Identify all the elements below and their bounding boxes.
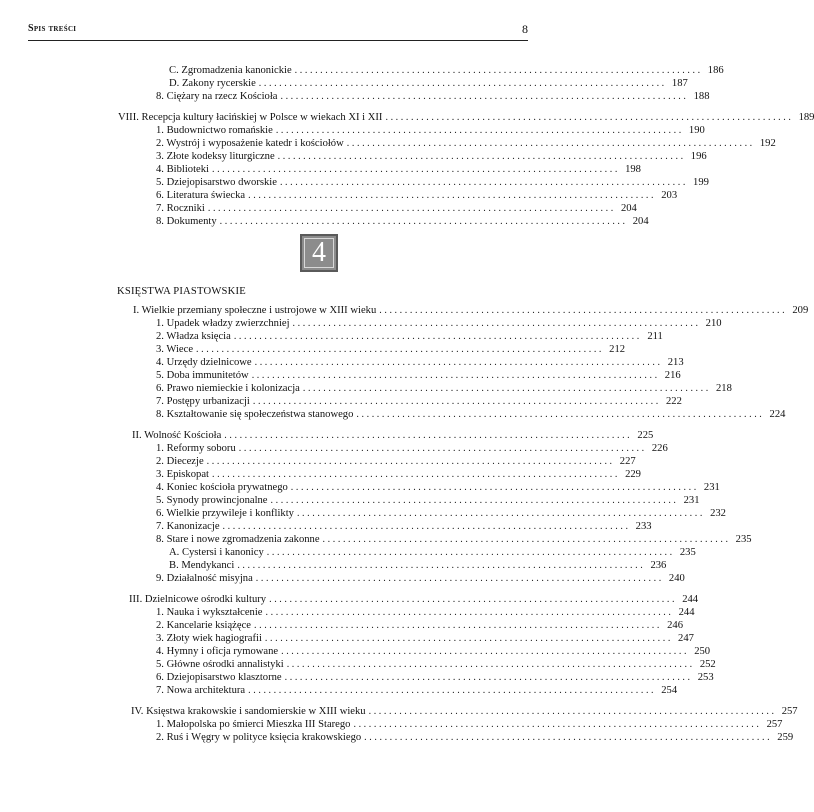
leader-dots: ................................................................................ (364, 732, 773, 743)
toc-entry-page: 254 (661, 685, 678, 696)
toc-entry-title: A. Cystersi i kanonicy (169, 547, 264, 558)
toc-entry (156, 317, 722, 330)
toc-entry-page: 227 (619, 456, 636, 467)
toc-entry-title: 6. Prawo niemieckie i kolonizacja (156, 383, 300, 394)
toc-entry-page: 226 (651, 443, 668, 454)
toc-entry (156, 369, 681, 382)
leader-dots: ................................................................................ (270, 495, 679, 506)
toc-entry (156, 494, 700, 507)
toc-entry-page: 233 (635, 521, 652, 532)
toc-entry-title: 2. Władza księcia (156, 331, 231, 342)
toc-entry-page: 236 (650, 560, 667, 571)
toc-entry-title: 1. Małopolska po śmierci Mieszka III Starego (156, 719, 351, 730)
toc-entry-title: 6. Dziejopisarstwo klasztorne (156, 672, 282, 683)
toc-entry-title: 5. Synody prowincjonalne (156, 495, 268, 506)
toc-entry-title: B. Mendykanci (169, 560, 235, 571)
leader-dots: ................................................................................ (254, 357, 663, 368)
toc-entry-title: 6. Literatura świecka (156, 190, 246, 201)
leader-dots: ................................................................................ (265, 607, 674, 618)
toc-entry-page: 203 (661, 190, 678, 201)
toc-entry (156, 408, 786, 421)
toc-entry-title: 7. Kanonizacje (156, 521, 220, 532)
leader-dots: ................................................................................ (294, 65, 703, 76)
toc-entry (156, 382, 732, 395)
toc-entry (156, 718, 783, 731)
toc-entry (156, 124, 705, 137)
toc-entry (156, 606, 695, 619)
toc-entry-page: 250 (694, 646, 711, 657)
leader-dots: ................................................................................ (238, 443, 647, 454)
leader-dots: ................................................................................ (222, 521, 631, 532)
toc-entry-title: 4. Urzędy dzielnicowe (156, 357, 252, 368)
toc-entry-title: 3. Episkopat (156, 469, 209, 480)
leader-dots: ................................................................................ (281, 646, 690, 657)
toc-entry (156, 356, 684, 369)
chapter-number: 4 (304, 238, 334, 268)
toc-entry (156, 520, 652, 533)
toc-entry-page: 231 (683, 495, 700, 506)
toc-entry-page: 246 (667, 620, 683, 631)
toc-entry-page: 212 (609, 344, 626, 355)
leader-dots: ................................................................................ (385, 112, 794, 123)
toc-entry (156, 731, 794, 744)
toc-entry (169, 559, 667, 572)
leader-dots: ................................................................................ (379, 305, 788, 316)
toc-entry-page: 232 (710, 508, 726, 519)
toc-entry-title: 8. Dokumenty (156, 216, 217, 227)
toc-entry-title: C. Zgromadzenia kanonickie (169, 65, 292, 76)
toc-entry-title: 8. Stare i nowe zgromadzenia zakonne (156, 534, 320, 545)
toc-entry-title: 4. Koniec kościoła prywatnego (156, 482, 288, 493)
toc-entry-title: 7. Nowa architektura (156, 685, 246, 696)
toc-entry-page: 257 (766, 719, 783, 730)
toc-entry-page: 257 (781, 706, 798, 717)
toc-entry-page: 187 (671, 78, 688, 89)
leader-dots: ................................................................................ (254, 620, 662, 631)
toc-entry-page: 204 (620, 203, 637, 214)
leader-dots: ................................................................................ (237, 560, 646, 571)
toc-entry (156, 455, 636, 468)
toc-entry (132, 429, 654, 442)
toc-entry-title: I. Wielkie przemiany społeczne i ustrojowe w XIII wieku (133, 305, 377, 316)
toc-entry-title: 2. Wystrój i wyposażenie katedr i kościołów (156, 138, 344, 149)
leader-dots: ................................................................................ (224, 430, 633, 441)
toc-entry-title: II. Wolność Kościoła (132, 430, 222, 441)
leader-dots: ................................................................................ (284, 672, 693, 683)
toc-entry-title: 5. Dziejopisarstwo dworskie (156, 177, 277, 188)
leader-dots: ................................................................................ (368, 706, 777, 717)
toc-entry (156, 202, 637, 215)
toc-entry (156, 658, 716, 671)
toc-entry (156, 533, 752, 546)
toc-entry-title: 2. Diecezje (156, 456, 204, 467)
toc-entry-title: IV. Księstwa krakowskie i sandomierskie w XIII wieku (131, 706, 366, 717)
toc-entry-title: 1. Upadek władzy zwierzchniej (156, 318, 290, 329)
toc-entry-page: 252 (699, 659, 716, 670)
leader-dots: ................................................................................ (356, 409, 765, 420)
toc-entry-title: 1. Reformy soboru (156, 443, 236, 454)
header-title: Spis treści (28, 23, 77, 34)
toc-entry-page: 247 (678, 633, 694, 644)
leader-dots: ................................................................................ (251, 370, 660, 381)
toc-entry (156, 671, 714, 684)
toc-entry-title: 4. Biblioteki (156, 164, 209, 175)
toc-entry-title: 7. Roczniki (156, 203, 205, 214)
toc-entry (169, 64, 724, 77)
toc-entry-page: 229 (625, 469, 641, 480)
toc-entry (156, 163, 641, 176)
toc-entry (156, 90, 710, 103)
toc-entry-title: III. Dzielnicowe ośrodki kultury (129, 594, 267, 605)
toc-entry-title: 1. Budownictwo romańskie (156, 125, 273, 136)
leader-dots: ................................................................................ (252, 396, 661, 407)
leader-dots: ................................................................................ (266, 547, 675, 558)
chapter-number-badge (300, 234, 338, 272)
part-title: KSIĘSTWA PIASTOWSKIE (117, 286, 246, 297)
leader-dots: ................................................................................ (290, 482, 699, 493)
toc-entry-page: 224 (769, 409, 786, 420)
leader-dots: ................................................................................ (280, 91, 689, 102)
leader-dots: ................................................................................ (248, 685, 657, 696)
leader-dots: ................................................................................ (292, 318, 701, 329)
toc-entry (131, 705, 798, 718)
toc-entry-title: 2. Ruś i Węgry w polityce księcia krakowskiego (156, 732, 362, 743)
toc-entry (156, 481, 720, 494)
toc-entry (156, 330, 663, 343)
toc-entry (129, 593, 699, 606)
toc-entry-page: 210 (705, 318, 722, 329)
toc-entry (169, 77, 688, 90)
toc-entry-page: 240 (668, 573, 685, 584)
leader-dots: ................................................................................ (302, 383, 711, 394)
toc-entry (156, 395, 682, 408)
leader-dots: ................................................................................ (233, 331, 642, 342)
toc-entry (156, 150, 707, 163)
toc-entry-page: 259 (777, 732, 794, 743)
toc-entry (156, 137, 776, 150)
toc-entry (156, 189, 678, 202)
leader-dots: ................................................................................ (258, 78, 667, 89)
leader-dots: ................................................................................ (322, 534, 731, 545)
toc-entry-title: 3. Wiece (156, 344, 194, 355)
page-number: 8 (522, 22, 528, 36)
toc-entry-page: 198 (625, 164, 641, 175)
leader-dots: ................................................................................ (346, 138, 755, 149)
toc-entry-page: 186 (707, 65, 724, 76)
toc-entry (133, 304, 809, 317)
toc-entry-page: 190 (688, 125, 705, 136)
toc-entry (156, 645, 711, 658)
toc-entry-title: 3. Złoty wiek hagiografii (156, 633, 262, 644)
toc-entry (156, 507, 726, 520)
toc-entry-title: 1. Nauka i wykształcenie (156, 607, 263, 618)
leader-dots: ................................................................................ (248, 190, 657, 201)
leader-dots: ................................................................................ (269, 594, 678, 605)
toc-entry (169, 546, 696, 559)
toc-entry-title: 6. Wielkie przywileje i konflikty (156, 508, 294, 519)
toc-entry-page: 235 (679, 547, 696, 558)
toc-entry-title: 3. Złote kodeksy liturgiczne (156, 151, 275, 162)
toc-entry (156, 468, 641, 481)
toc-entry (156, 343, 626, 356)
leader-dots: ................................................................................ (206, 456, 615, 467)
leader-dots: ................................................................................ (286, 659, 695, 670)
toc-entry (156, 176, 709, 189)
toc-entry-title: 8. Ciężary na rzecz Kościoła (156, 91, 278, 102)
toc-entry (156, 619, 683, 632)
leader-dots: ................................................................................ (219, 216, 628, 227)
toc-entry-page: 244 (678, 607, 695, 618)
leader-dots: ................................................................................ (275, 125, 684, 136)
toc-entry-title: VIII. Recepcja kultury łacińskiej w Polsce w wiekach XI i XII (118, 112, 383, 123)
leader-dots: ................................................................................ (255, 573, 664, 584)
leader-dots: ................................................................................ (207, 203, 616, 214)
leader-dots: ................................................................................ (296, 508, 705, 519)
toc-entry-title: 5. Główne ośrodki annalistyki (156, 659, 284, 670)
toc-entry-page: 199 (693, 177, 709, 188)
toc-entry-title: 5. Doba immunitetów (156, 370, 249, 381)
toc-entry-title: 9. Działalność misyjna (156, 573, 253, 584)
toc-entry (156, 632, 694, 645)
toc-entry (118, 111, 814, 124)
leader-dots: ................................................................................ (211, 164, 620, 175)
leader-dots: ................................................................................ (277, 151, 686, 162)
leader-dots: ................................................................................ (211, 469, 620, 480)
leader-dots: ................................................................................ (196, 344, 605, 355)
leader-dots: ................................................................................ (279, 177, 688, 188)
toc-entry-title: 7. Postępy urbanizacji (156, 396, 250, 407)
toc-entry-page: 225 (637, 430, 654, 441)
leader-dots: ................................................................................ (353, 719, 762, 730)
toc-entry-page: 253 (697, 672, 714, 683)
toc-entry (156, 215, 649, 228)
toc-entry-page: 209 (792, 305, 809, 316)
toc-entry-page: 216 (664, 370, 681, 381)
toc-entry-page: 192 (759, 138, 776, 149)
toc-entry (156, 442, 668, 455)
toc-entry-page: 204 (632, 216, 649, 227)
toc-entry-page: 213 (667, 357, 684, 368)
toc-entry-page: 244 (682, 594, 699, 605)
toc-entry-title: 8. Kształtowanie się społeczeństwa stanowego (156, 409, 354, 420)
toc-entry-title: 4. Hymny i oficja rymowane (156, 646, 279, 657)
toc-entry-page: 188 (693, 91, 710, 102)
toc-entry-page: 196 (690, 151, 707, 162)
toc-entry-page: 235 (735, 534, 752, 545)
toc-entry-page: 231 (703, 482, 720, 493)
toc-entry-page: 189 (798, 112, 814, 123)
toc-entry-page: 211 (647, 331, 663, 342)
toc-entry (156, 572, 685, 585)
toc-entry-title: D. Zakony rycerskie (169, 78, 256, 89)
toc-entry-page: 218 (715, 383, 732, 394)
toc-entry-page: 222 (665, 396, 682, 407)
leader-dots: ................................................................................ (264, 633, 673, 644)
toc-entry (156, 684, 678, 697)
running-header (28, 22, 528, 41)
toc-entry-title: 2. Kancelarie książęce (156, 620, 251, 631)
